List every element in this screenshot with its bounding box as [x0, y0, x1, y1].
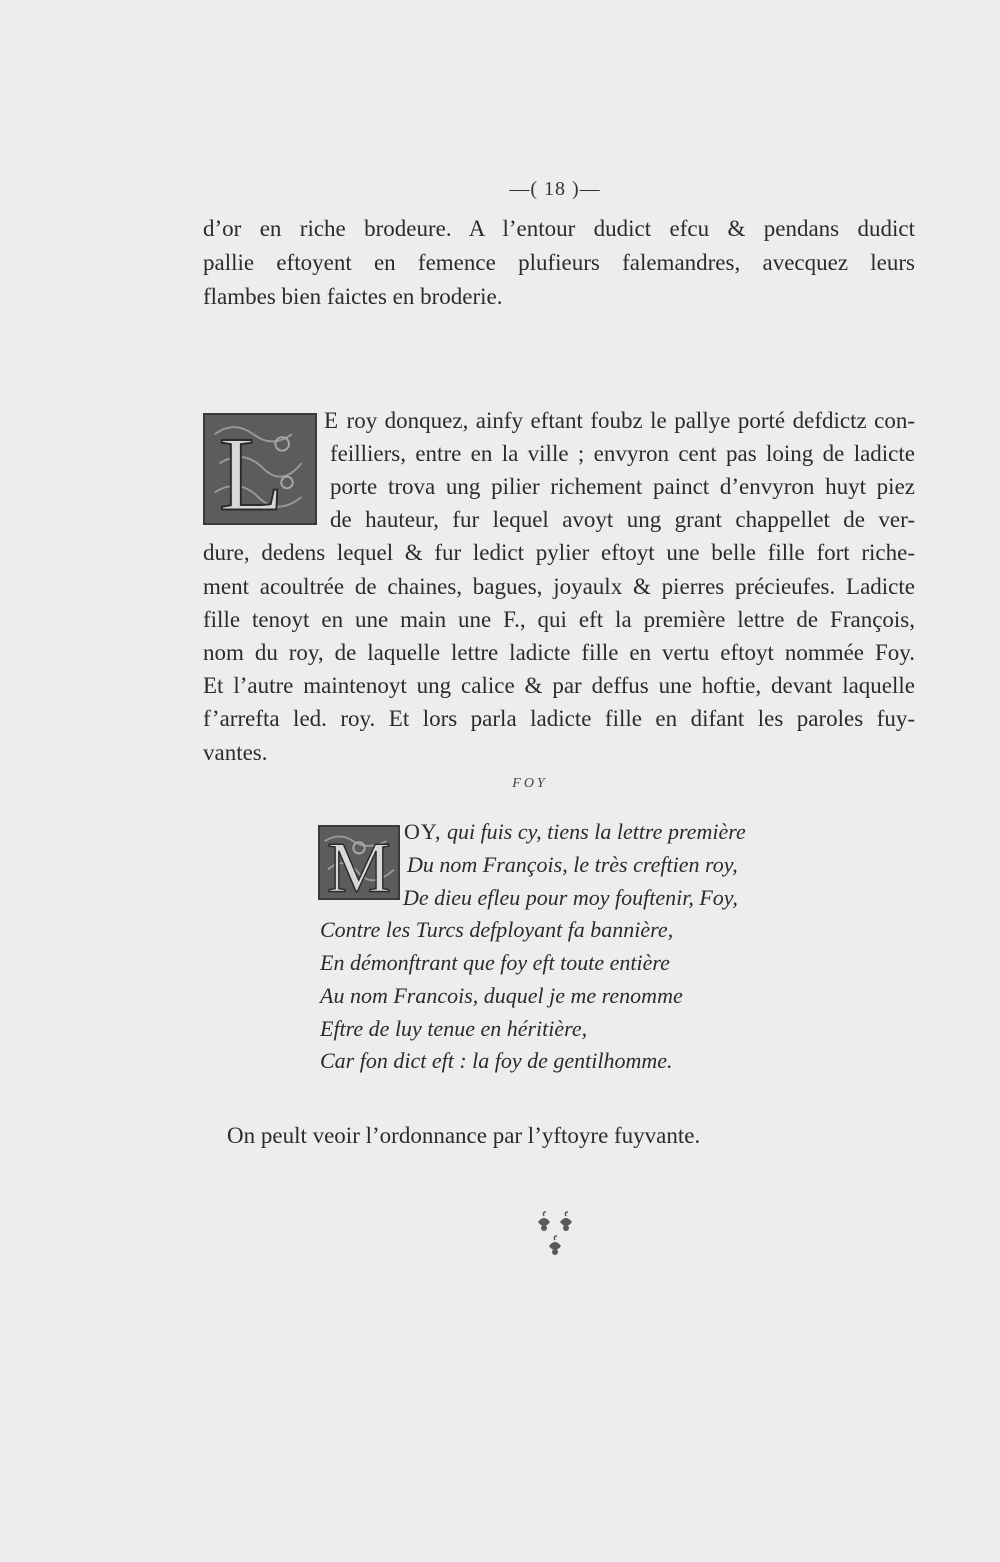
paragraph2-line: Et l’autre maintenoyt ung calice & par deffus une hoftie, devant laquelle	[203, 673, 915, 698]
paragraph2-line-text: roy donquez, ainfy eftant foubz le pallye porté defdictz con-	[346, 408, 916, 433]
fleuron-icon	[530, 1210, 590, 1270]
paragraph2-line: dure, dedens lequel & fur ledict pylier eftoyt une belle fille fort riche-	[203, 540, 915, 565]
poem-first-letters: OY,	[404, 819, 442, 844]
paragraph2-line: vantes.	[203, 740, 268, 765]
paragraph1-line: flambes bien faictes en broderie.	[203, 284, 503, 309]
drop-cap-m-letter: M	[327, 827, 391, 898]
poem-line: Eftre de luy tenue en héritière,	[320, 1016, 588, 1041]
paragraph2-line: porte trova ung pilier richement painct d’envyron huyt piez	[330, 474, 915, 499]
paragraph2-first-letters: E	[324, 408, 340, 433]
paragraph2-line: f’arrefta led. roy. Et lors parla ladicte fille en difant les paroles fuy-	[203, 706, 915, 731]
drop-cap-l	[203, 413, 317, 525]
poem-line	[404, 815, 746, 848]
drop-cap-m	[318, 825, 400, 900]
ornament-l-icon	[205, 415, 315, 523]
poem-line: Car fon dict eft : la foy de gentilhomme.	[320, 1048, 673, 1073]
poem-heading: FOY	[512, 776, 548, 791]
paragraph1-line: pallie eftoyent en femence plufieurs falemandres, avecquez leurs	[203, 250, 915, 275]
poem-line: De dieu efleu pour moy fouftenir, Foy,	[403, 885, 738, 910]
paragraph2-line: feilliers, entre en la ville ; envyron cent pas loing de ladicte	[330, 441, 915, 466]
paragraph2-line: de hauteur, fur lequel avoyt ung grant chappellet de ver-	[330, 507, 915, 532]
paragraph2-line: ment acoultrée de chaines, bagues, joyaulx & pierres précieufes. Ladicte	[203, 574, 915, 599]
paragraph2-line: nom du roy, de laquelle lettre ladicte fille en vertu eftoyt nommée Foy.	[203, 640, 915, 665]
page-number: —( 18 )—	[509, 178, 601, 200]
poem-line: Contre les Turcs defployant fa bannière,	[320, 917, 674, 942]
closing-line: On peult veoir l’ordonnance par l’yftoyre fuyvante.	[227, 1123, 701, 1148]
poem-line: En démonftrant que foy eft toute entière	[320, 950, 670, 975]
paragraph1-line: d’or en riche brodeure. A l’entour dudict efcu & pendans dudict	[203, 216, 915, 241]
ornament-m-icon	[320, 827, 398, 898]
poem-line-text: qui fuis cy, tiens la lettre première	[446, 819, 746, 844]
poem-line: Au nom Francois, duquel je me renomme	[320, 983, 683, 1008]
drop-cap-l-letter: L	[218, 415, 284, 523]
paragraph2-line	[324, 404, 915, 438]
poem-line: Du nom François, le très creftien roy,	[407, 852, 738, 877]
paragraph2-line: fille tenoyt en une main une F., qui eft la première lettre de François,	[203, 607, 915, 632]
